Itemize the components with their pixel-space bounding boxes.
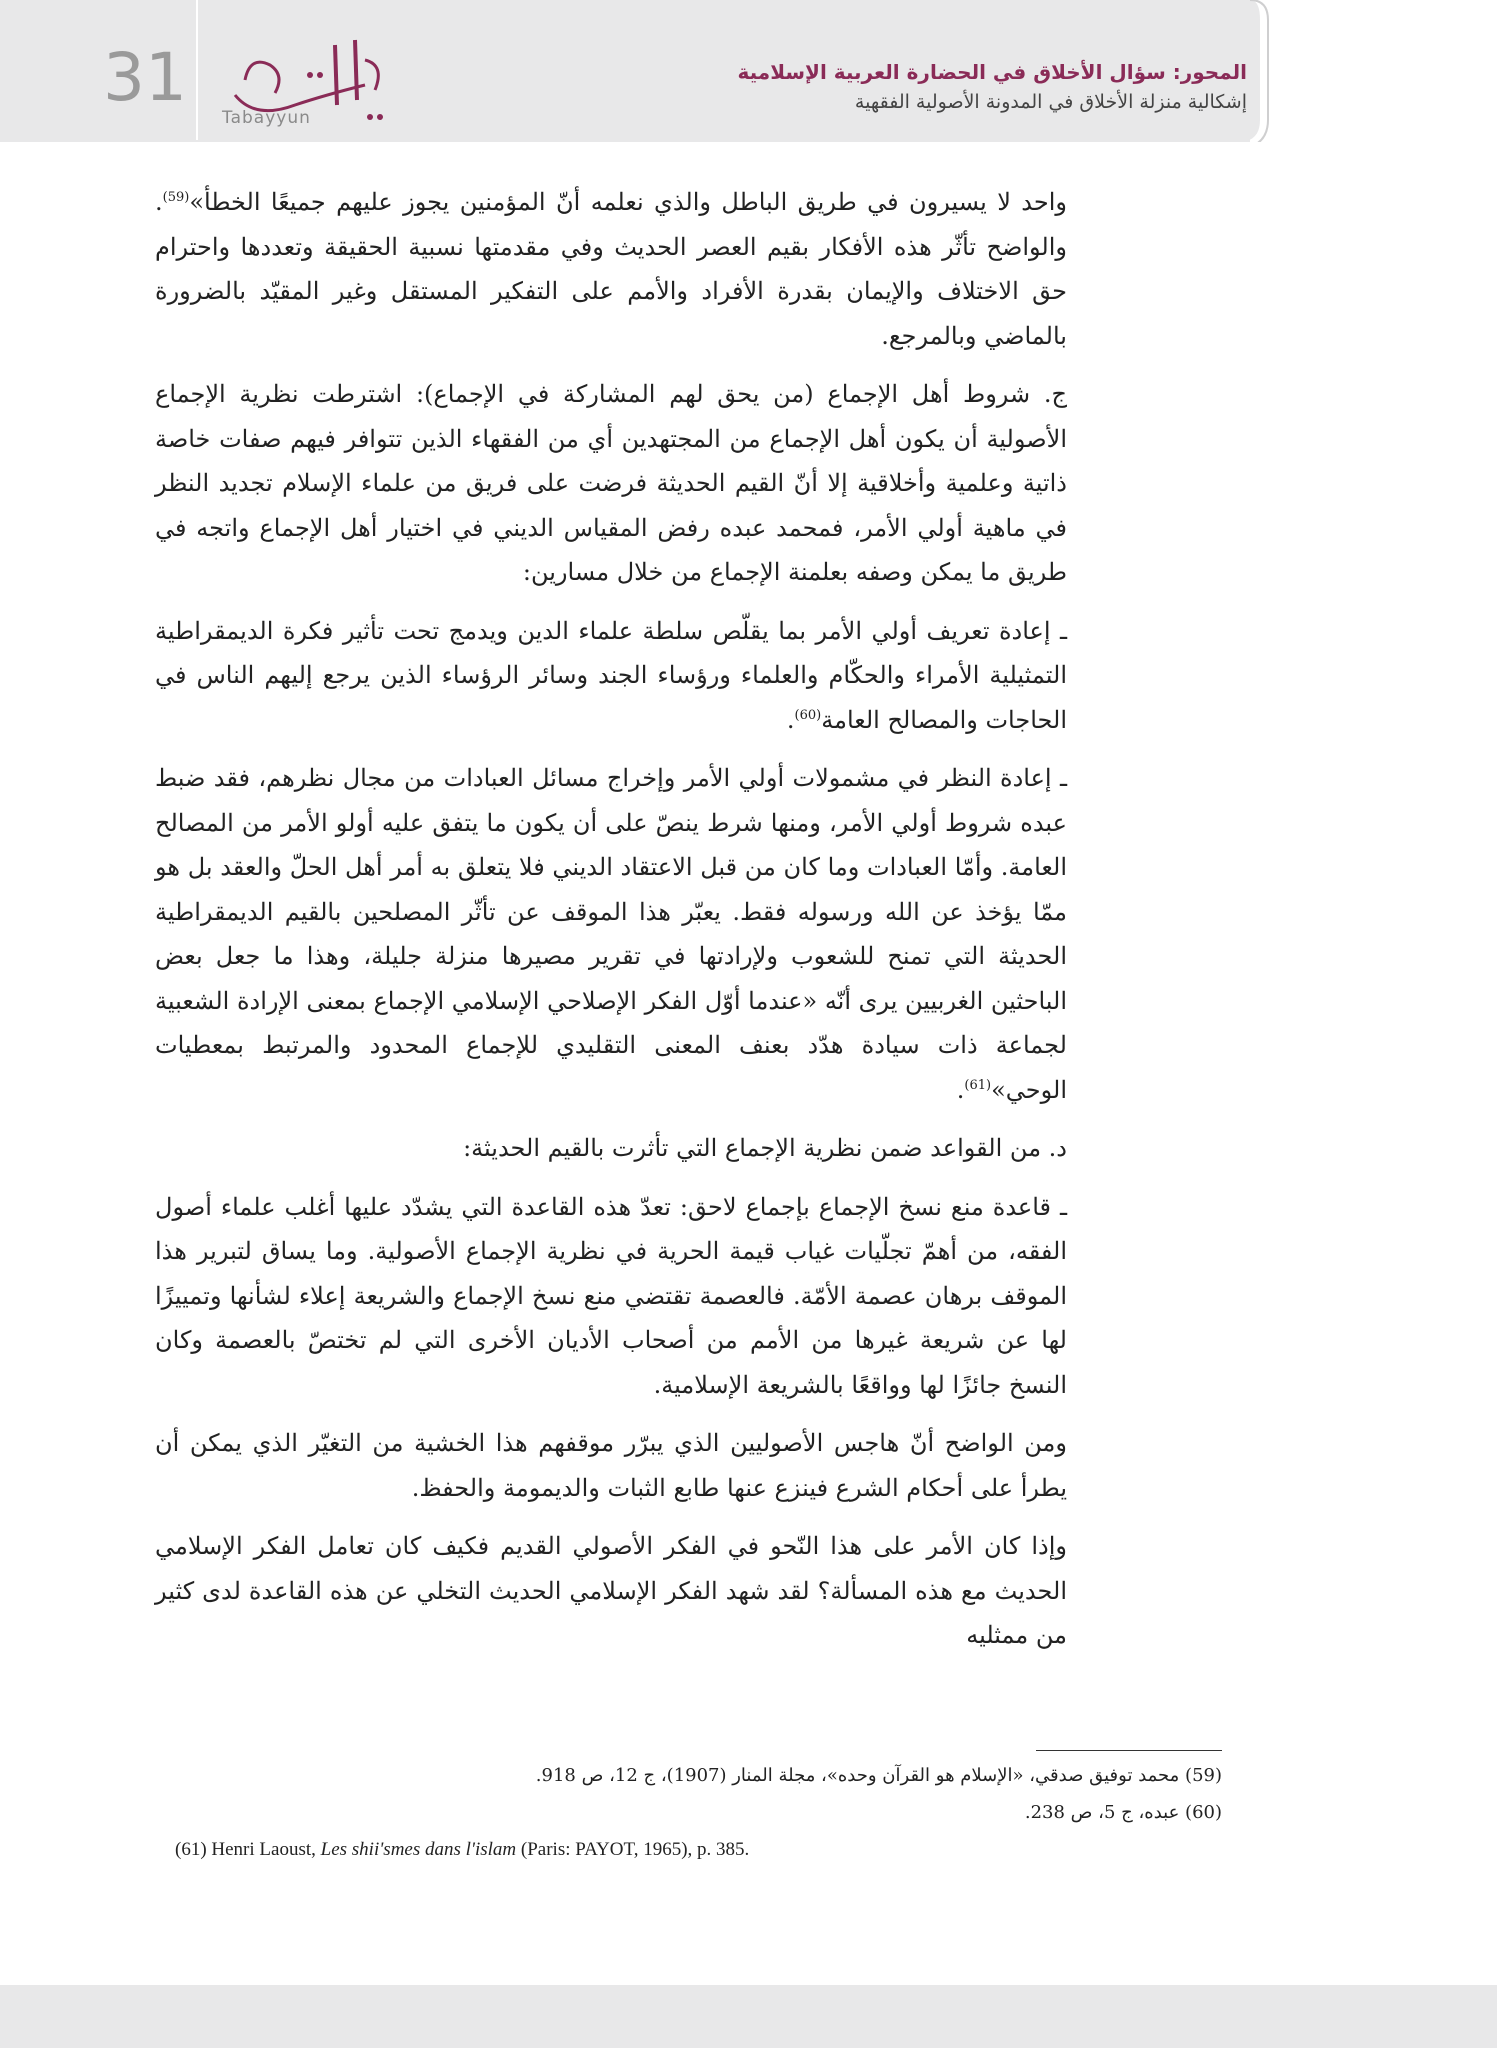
paragraph-8: وإذا كان الأمر على هذا النّحو في الفكر الأصولي القديم فكيف كان تعامل الفكر الإسلامي الحديث مع هذه المسألة؟ لقد شهد الفكر الإسلامي الحديث التخلي عن هذه القاعدة لدى كثير من ممثليه <box>155 1532 1068 1649</box>
footnote-61 <box>175 1831 1222 1868</box>
footnote-ref-61[interactable]: (61) <box>964 1077 992 1093</box>
paragraph-4-tail: . <box>956 1075 965 1104</box>
footnote-61-pre: (61) Henri Laoust, <box>175 1839 321 1860</box>
paragraph-3-tail: . <box>786 705 795 734</box>
paragraph-4-text: ـ إعادة النظر في مشمولات أولي الأمر وإخراج مسائل العبادات من مجال نظرهم، فقد ضبط عبده شروط أولي الأمر، ومنها شرط ينصّ على أن يكون ما يتفق عليه أولو الأمر من المصالح العامة. وأمّا العبادات وما كان من قبل الاعتقاد الديني فلا يتعلق به أمر أهل الحلّ والعقد بل هو ممّا يؤخذ عن الله ورسوله فقط. يعبّر هذا الموقف عن تأثّر المصلحين بالقيم الديمقراطية الحديثة التي تمنح للشعوب ولإرادتها في تقرير مصيرها منزلة جليلة، وهذا ما جعل بعض الباحثين الغربيين يرى أنّه «عندما أوّل الفكر الإصلاحي الإسلامي الإجماع بمعنى الإرادة الشعبية لجماعة ذات سيادة هدّد بعنف المعنى التقليدي للإجماع المحدود والمرتبط بمعطيات الوحي» <box>155 764 1067 1104</box>
article-title: إشكالية منزلة الأخلاق في المدونة الأصولية الفقهية <box>854 91 1247 113</box>
paragraph-3 <box>155 609 1067 743</box>
paragraph-2: ج. شروط أهل الإجماع (من يحق لهم المشاركة في الإجماع): اشترطت نظرية الإجماع الأصولية أن يكون أهل الإجماع من المجتهدين أي من الفقهاء الذين تتوافر فيهم صفات خاصة ذاتية وعلمية وأخلاقية إلا أنّ القيم الحديثة فرضت على فريق من علماء الإسلام تجديد النظر في ماهية أولي الأمر، فمحمد عبده رفض المقياس الديني في اختيار أهل الإجماع واتجه في طريق ما يمكن وصفه بعلمنة الإجماع من خلال مسارين: <box>155 380 1067 586</box>
paragraph-3-text: ـ إعادة تعريف أولي الأمر بما يقلّص سلطة علماء الدين ويدمج تحت تأثير فكرة الديمقراطية التمثيلية الأمراء والحكّام والعلماء ورؤساء الجند وسائر الرؤساء الذين يرجع إليهم الناس في الحاجات والمصالح العامة <box>155 616 1067 734</box>
paragraph-7: ومن الواضح أنّ هاجس الأصوليين الذي يبرّر موقفهم هذا الخشية من التغيّر الذي يمكن أن يطرأ على أحكام الشرع فينزع عنها طابع الثبات والديمومة والحفظ. <box>155 1429 1067 1502</box>
footnotes <box>155 1757 1222 1868</box>
paragraph-6: ـ قاعدة منع نسخ الإجماع بإجماع لاحق: تعدّ هذه القاعدة التي يشدّد عليها أغلب علماء أصول الفقه، من أهمّ تجلّيات غياب قيمة الحرية في نظرية الإجماع الأصولية. وما يساق لتبرير هذا الموقف برهان عصمة الأمّة. فالعصمة تقتضي منع نسخ الإجماع والشريعة إعلاء لشأنها وتمييزًا لها عن شريعة غيرها من الأمم من أصحاب الأديان الأخرى التي لم تختصّ بالعصمة وكان النسخ جائزًا لها وواقعًا بالشريعة الإسلامية. <box>155 1192 1067 1399</box>
paragraph-1-text: واحد لا يسيرون في طريق الباطل والذي نعلمه أنّ المؤمنين يجوز عليهم جميعًا الخطأ» <box>189 188 1067 216</box>
article-body <box>155 180 1067 1672</box>
footnote-rule <box>1036 1750 1222 1751</box>
footnote-ref-59[interactable]: (59) <box>162 190 190 205</box>
footnote-59: (59) محمد توفيق صدقي، «الإسلام هو القرآن وحده»، مجلة المنار (1907)، ج 12، ص 918. <box>535 1765 1222 1786</box>
page-number: 31 <box>103 39 187 116</box>
header-divider <box>196 0 198 140</box>
footnote-ref-60[interactable]: (60) <box>794 707 822 723</box>
footnote-61-title: Les shii'smes dans l'islam <box>320 1839 517 1860</box>
paragraph-5: د. من القواعد ضمن نظرية الإجماع التي تأثرت بالقيم الحديثة: <box>463 1134 1067 1162</box>
footnote-61-post: (Paris: PAYOT, 1965), p. 385. <box>516 1839 750 1860</box>
footnote-60: (60) عبده، ج 5، ص 238. <box>1024 1802 1222 1823</box>
bottom-band <box>0 1985 1497 2048</box>
paragraph-4 <box>155 756 1067 1112</box>
paragraph-1-tail: . والواضح تأثّر هذه الأفكار بقيم العصر الحديث وفي مقدمتها نسبية الحقيقة وتعددها واحترام حق الاختلاف والإيمان بقدرة الأفراد والأمم على التفكير المستقل وغير المقيّد بالضرورة بالماضي وبالمرجع. <box>155 188 1067 350</box>
axis-title: المحور: سؤال الأخلاق في الحضارة العربية الإسلامية <box>737 60 1247 84</box>
paragraph-1 <box>155 180 1067 358</box>
header-titles <box>487 58 1247 116</box>
logo-latin-text: Tabayyun <box>222 108 311 128</box>
